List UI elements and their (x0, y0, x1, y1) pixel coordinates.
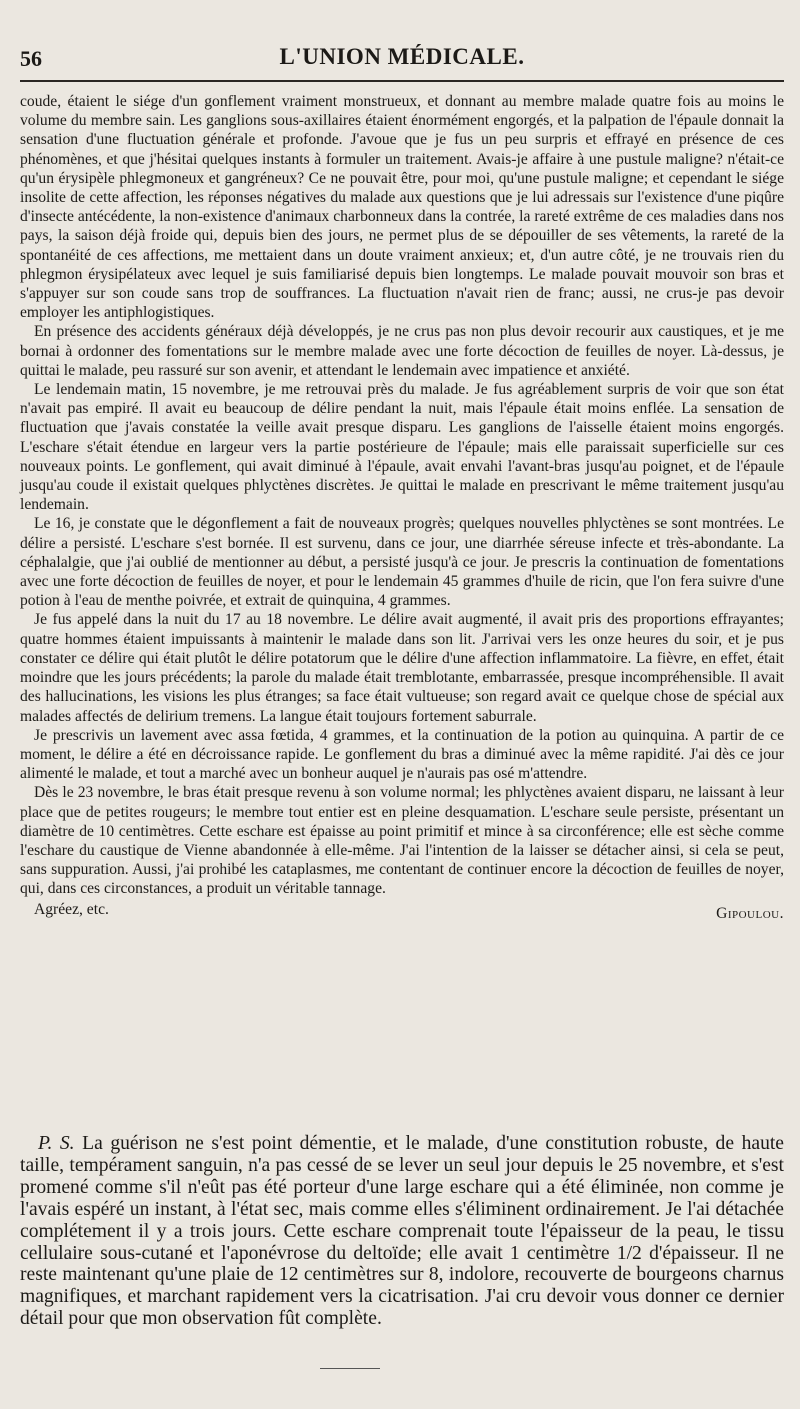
article-body (20, 92, 784, 924)
author-signature: Gipoulou. (716, 904, 784, 922)
paragraph: Le lendemain matin, 15 novembre, je me retrouvai près du malade. Je fus agréablement surpris de voir que son état n'avait pas empiré. Il avait eu beaucoup de délire pendant la nuit, mais l'épaule était moins enflée. La sensation de fluctuation que j'avais constatée la veille avait presque disparu. Les ganglions de l'aisselle étaient moins engorgés. L'eschare s'était étendue en largeur vers la partie postérieure de l'épaule; mais elle paraissait superficielle sur ces nouveaux points. Le gonflement, qui avait diminué à l'épaule, avait envahi l'avant-bras jusqu'au poignet, et de l'épaule jusqu'au coude il existait quelques phlyctènes discrètes. Je quittai le malade en prescrivant le même traitement jusqu'au lendemain. (20, 381, 784, 514)
page-number: 56 (20, 46, 42, 71)
postscript (20, 1133, 784, 1330)
postscript-paragraph (20, 1133, 784, 1330)
page-header (20, 44, 784, 78)
closing-greeting: Agréez, etc. (34, 900, 109, 918)
paragraph: En présence des accidents généraux déjà développés, je ne crus pas non plus devoir recourir aux caustiques, et je me bornai à ordonner des fomentations sur le membre malade avec une forte décoction de feuilles de noyer. Là-dessus, je quittai le malade, peu rassuré sur son avenir, et attendant le lendemain avec impatience et anxiété. (20, 323, 784, 379)
paragraph: Je fus appelé dans la nuit du 17 au 18 novembre. Le délire avait augmenté, il avait pris des proportions effrayantes; quatre hommes étaient impuissants à maintenir le malade dans son lit. J'arrivai vers les onze heures du soir, et je pus constater ce délire qui était plutôt le délire potatorum que le délire d'une affection inflammatoire. La fièvre, en effet, était moindre que les jours précédents; la parole du malade était tremblotante, embarrassée, presque incompréhensible. Il avait des hallucinations, les visions les plus étranges; sa face était vultueuse; son regard avait ce quelque chose de spécial aux malades affectés de delirium tremens. La langue était toujours fortement saburrale. (20, 611, 784, 725)
postscript-text: La guérison ne s'est point démentie, et le malade, d'une constitution robuste, de haute taille, tempérament sanguin, n'a pas cessé de se lever un seul jour depuis le 25 novembre, et s'est promené comme s'il n'eût pas été porteur d'une large eschare qui a été éliminée, non comme je l'avais espéré un instant, à l'état sec, mais comme elles s'éliminent ordinairement. Je l'ai détachée complétement il y a trois jours. Cette eschare comprenait toute l'épaisseur de la peau, le tissu cellulaire sous-cutané et l'aponévrose du deltoïde; elle avait 1 centimètre 1/2 d'épaisseur. Il ne reste maintenant qu'une plaie de 12 centimètres sur 8, indolore, recouverte de bourgeons charnus magnifiques, et marchant rapidement vers la cicatrisation. J'ai cru devoir vous donner ce dernier détail pour que mon observation fût complète. (20, 1133, 785, 1330)
paragraph: coude, étaient le siége d'un gonflement vraiment monstrueux, et donnant au membre malade quatre fois au moins le volume du membre sain. Les ganglions sous-axillaires étaient énormément engorgés, et la palpation de l'épaule donnait la sensation d'une fluctuation générale et profonde. J'avoue que je fus un peu surpris et effrayé en présence de ces phénomènes, et que j'hésitai quelques instants à formuler un traitement. Avais-je affaire à une pustule maligne? n'était-ce qu'un érysipèle phlegmoneux et gangréneux? Ce ne pouvait être, pour moi, qu'une pustule maligne; et cependant le siége insolite de cette affection, les réponses négatives du malade aux questions que je lui adressais sur l'existence d'une piqûre d'insecte antécédente, la non-existence d'animaux charbonneux dans la contrée, la rareté extrême de ces maladies dans nos pays, la saison déjà froide qui, depuis bien des jours, ne permet plus de se dépouiller de ses vêtements, la rareté de la spontanéité de ces affections, me mettaient dans un doute vraiment anxieux; et, d'un autre côté, je ne trouvais rien du phlegmon érysipélateux avec lequel je suis familiarisé depuis bien longtemps. Le malade pouvait mouvoir son bras et s'appuyer sur son coude sans trop de souffrances. La fluctuation n'avait rien de franc; aussi, ne crus-je pas devoir employer les antiphlogistiques. (20, 93, 784, 322)
letter-closing (20, 900, 784, 924)
paragraph: Dès le 23 novembre, le bras était presque revenu à son volume normal; les phlyctènes avaient disparu, ne laissant à leur place que de petites rougeurs; le membre tout entier est en pleine desquamation. L'eschare seule persiste, présentant un diamètre de 10 centimètres. Cette eschare est épaisse au point primitif et mince à sa circonférence; elle est sèche comme l'eschare du caustique de Vienne abandonnée à elle-même. J'ai l'intention de la laisser se détacher ainsi, si cela se peut, sans suppuration. Aussi, j'ai prohibé les cataplasmes, me contentant de continuer encore la décoction de feuilles de noyer, qui, dans ces circonstances, a produit un véritable tannage. (20, 784, 784, 898)
postscript-label: P. S. (38, 1133, 75, 1154)
header-rule (20, 80, 784, 82)
footer-rule (320, 1368, 380, 1369)
running-title: L'UNION MÉDICALE. (279, 44, 525, 69)
paragraph: Le 16, je constate que le dégonflement a fait de nouveaux progrès; quelques nouvelles phlyctènes se sont montrées. Le délire a persisté. L'eschare s'est bornée. Il est survenu, dans ce jour, une diarrhée séreuse infecte et très-abondante. La céphalalgie, que j'ai oublié de mentionner au début, a persisté jusqu'à ce jour. Je prescris la continuation de fomentations avec une forte décoction de feuilles de noyer, et pour le lendemain 45 grammes d'huile de ricin, que l'on fera suivre d'une potion à l'eau de menthe poivrée, et extrait de quinquina, 4 grammes. (20, 515, 784, 610)
paragraph: Je prescrivis un lavement avec assa fœtida, 4 grammes, et la continuation de la potion au quinquina. A partir de ce moment, le délire a été en décroissance rapide. Le gonflement du bras a diminué avec la même rapidité. J'ai dès ce jour alimenté le malade, et tout a marché avec un bonheur auquel je n'aurais pas osé m'attendre. (20, 726, 784, 783)
